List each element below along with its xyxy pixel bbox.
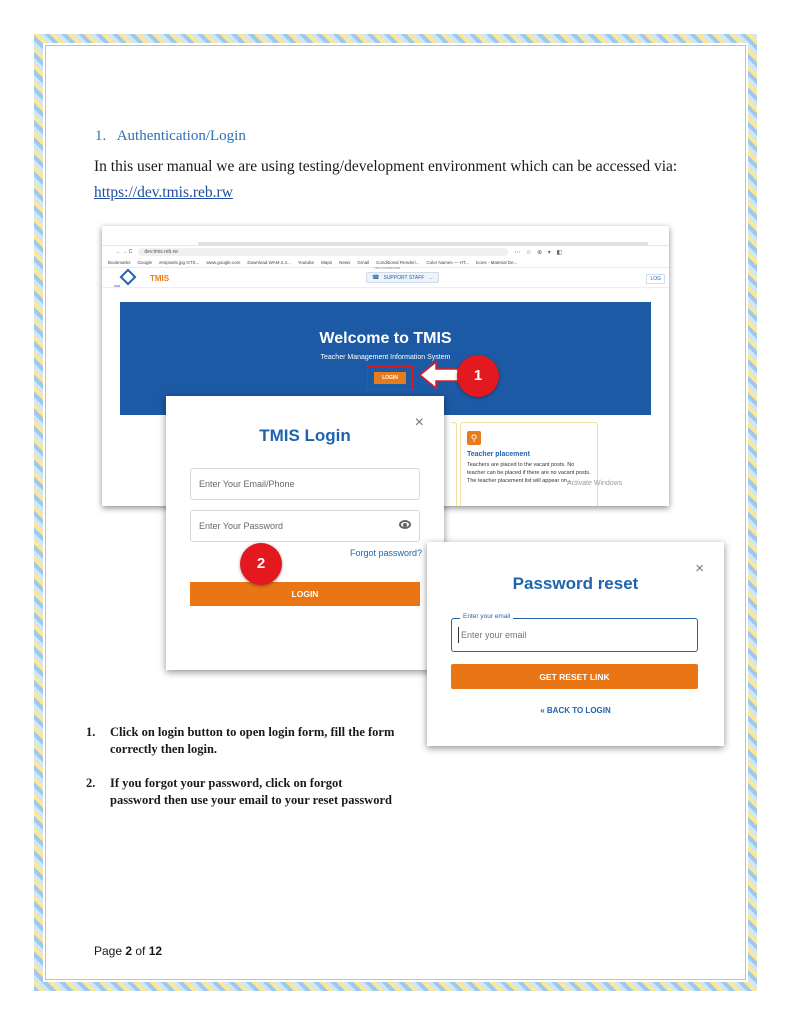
reset-title: Password reset: [512, 574, 639, 593]
bookmark-item[interactable]: News: [339, 260, 351, 265]
bookmark-item[interactable]: Gmail: [357, 260, 370, 265]
bookmark-item[interactable]: Conditional Renderi...: [376, 260, 420, 265]
nav-icons[interactable]: ← → C: [116, 249, 133, 255]
password-reset-modal: [427, 542, 724, 746]
bookmark-item[interactable]: www.google.com: [206, 260, 241, 265]
bookmark-item[interactable]: zenpixels.jpg GTS...: [159, 260, 200, 265]
arrow-right-icon: →: [428, 274, 434, 281]
bookmark-item[interactable]: Icons - Material De...: [475, 260, 518, 265]
footer-middle: of: [132, 944, 149, 958]
hero-subtitle: Teacher Management Information System: [320, 354, 451, 361]
step-number: 1.: [86, 725, 96, 739]
card-title: Teacher placement: [467, 451, 530, 458]
bookmark-item[interactable]: Google: [137, 260, 153, 265]
section-number: 1.: [95, 128, 107, 144]
header-login-button[interactable]: LOG: [646, 274, 665, 284]
activate-windows-watermark: Activate Windows: [567, 480, 623, 487]
password-input[interactable]: [190, 510, 420, 542]
callout-badge-1: 1: [457, 355, 499, 397]
bookmark-item[interactable]: Bookmarks: [108, 260, 131, 265]
login-modal: [166, 396, 444, 670]
reset-close-icon[interactable]: ×: [695, 560, 704, 577]
logo-caption: REB: [114, 284, 121, 288]
callout-badge-2: 2: [240, 543, 282, 585]
instruction-step: [86, 775, 396, 809]
instruction-list: [86, 724, 396, 826]
hero-login-button[interactable]: LOGIN: [374, 372, 406, 384]
address-bar[interactable]: dev.tmis.reb.rw: [138, 248, 508, 256]
step-text: If you forgot your password, click on forgot password then use your email to your reset password: [110, 776, 392, 807]
instruction-step: [86, 724, 396, 758]
intro-text: In this user manual we are using testing/development environment which can be accessed via:: [94, 158, 678, 175]
step-text: Click on login button to open login form, fill the form correctly then login.: [110, 725, 395, 756]
current-page: 2: [125, 944, 133, 958]
total-pages: 12: [148, 944, 163, 958]
email-phone-input[interactable]: Enter Your Email/Phone: [190, 468, 420, 500]
site-name[interactable]: TMIS: [150, 274, 170, 283]
back-to-login-link[interactable]: « BACK TO LOGIN: [540, 706, 611, 715]
reset-email-input[interactable]: [458, 627, 690, 643]
step-number: 2.: [86, 776, 96, 790]
bookmark-item[interactable]: Color Names — HT...: [426, 260, 469, 265]
callout-arrow-1: [420, 362, 458, 388]
card-text: Teachers are placed to the vacant posts. No teacher can be placed if there are no vacant posts. The teacher placement list will appear on...: [467, 462, 591, 484]
section-title: Authentication/Login: [116, 128, 246, 144]
hero-title: Welcome to TMIS: [319, 330, 452, 347]
forgot-password-link[interactable]: Forgot password?: [349, 548, 422, 558]
bookmark-item[interactable]: Download WAM 2.4...: [247, 260, 291, 265]
phone-icon: ☎: [372, 275, 380, 281]
login-close-icon[interactable]: ×: [414, 414, 424, 431]
bookmark-item[interactable]: Youtube: [297, 260, 315, 265]
staff-caption: TMS DASHBOARD: [374, 266, 401, 270]
login-title: TMIS Login: [259, 426, 351, 445]
page-footer: [94, 944, 162, 958]
location-pin-icon: ⚲: [467, 431, 481, 445]
get-reset-link-button[interactable]: GET RESET LINK: [451, 664, 698, 689]
login-submit-button[interactable]: LOGIN: [190, 582, 420, 606]
reset-email-label: Enter your email: [460, 613, 513, 620]
toolbar-icons[interactable]: ⋯ ☆ ⊕ ▾ ◧: [514, 249, 565, 256]
footer-prefix: Page: [94, 944, 126, 958]
support-staff-label: SUPPORT STAFF: [383, 274, 425, 281]
bookmark-item[interactable]: Maps: [321, 260, 333, 265]
environment-link[interactable]: https://dev.tmis.reb.rw: [94, 184, 233, 201]
reset-email-field[interactable]: [451, 613, 698, 652]
password-placeholder: Enter Your Password: [199, 521, 284, 531]
eye-icon[interactable]: [399, 520, 411, 529]
